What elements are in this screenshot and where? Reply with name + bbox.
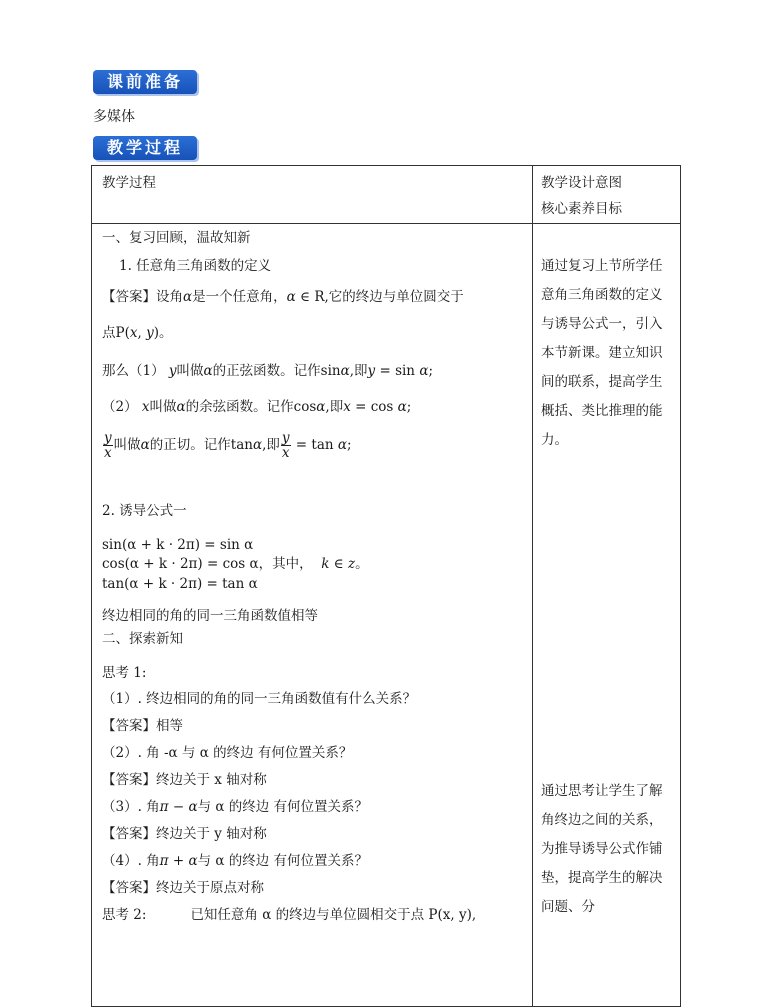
answer-1: 【答案】相等	[102, 718, 183, 734]
header-right-1: 教学设计意图	[541, 175, 622, 191]
column-divider	[532, 166, 533, 1006]
think-1: 思考 1:	[102, 665, 147, 681]
header-left: 教学过程	[102, 175, 156, 191]
question-1: （1）. 终边相同的角的同一三角函数值有什么关系？	[102, 691, 417, 707]
header-right-2: 核心素养目标	[541, 201, 622, 217]
prep-content: 多媒体	[93, 109, 135, 125]
question-3: （3）. 角π − α与 α 的终边 有何位置关系？	[102, 799, 369, 815]
answer-4: 【答案】终边关于原点对称	[102, 880, 264, 896]
conclusion: 终边相同的角的同一三角函数值相等	[102, 608, 318, 624]
lesson-table	[91, 165, 681, 1007]
think-2: 思考 2: 已知任意角 α 的终边与单位圆相交于点 P(x, y),	[102, 907, 477, 923]
formula-sin: sin(α + k · 2π) = sin α	[102, 537, 254, 553]
formula-cos: cos(α + k · 2π) = cos α，其中， k ∈ z。	[102, 556, 369, 572]
answer-point: 点P(x, y)。	[102, 325, 173, 341]
question-2: （2）. 角 -α 与 α 的终边 有何位置关系？	[102, 745, 353, 761]
section-formula-title: 2. 诱导公式一	[102, 503, 187, 519]
formula-tan: tan(α + k · 2π) = tan α	[102, 576, 258, 592]
section-review-title: 一、复习回顾，温故知新	[102, 230, 251, 246]
header-divider	[92, 223, 680, 224]
answer-definition: 【答案】设角α是一个任意角，α ∈ R,它的终边与单位圆交于	[102, 289, 464, 305]
tangent-definition: $\frac{y}{x}$ 叫做α的正切。记作tanα,即 $\frac{y}{x}$ = tan α;	[104, 430, 352, 461]
sine-definition: 那么（1） y叫做α的正弦函数。记作sinα,即y = sin α;	[102, 363, 433, 379]
cosine-definition: （2） x叫做α的余弦函数。记作cosα,即x = cos α;	[102, 399, 412, 415]
section-badge-process: 教学过程	[93, 136, 197, 160]
answer-2: 【答案】终边关于 x 轴对称	[102, 772, 267, 788]
answer-3: 【答案】终边关于 y 轴对称	[102, 826, 267, 842]
item-definition: 1. 任意角三角函数的定义	[119, 258, 272, 274]
section-badge-prep: 课前准备	[93, 70, 197, 94]
section-explore-title: 二、探索新知	[102, 631, 183, 647]
design-note-2: 通过思考让学生了解角终边之间的关系，为推导诱导公式作铺垫，提高学生的解决问题、分	[541, 783, 663, 915]
design-note-1: 通过复习上节所学任意角三角函数的定义与诱导公式一，引入本节新课。建立知识间的联系，提高学生概括、类比推理的能力。	[541, 258, 663, 448]
question-4: （4）. 角π + α与 α 的终边 有何位置关系？	[102, 853, 369, 869]
